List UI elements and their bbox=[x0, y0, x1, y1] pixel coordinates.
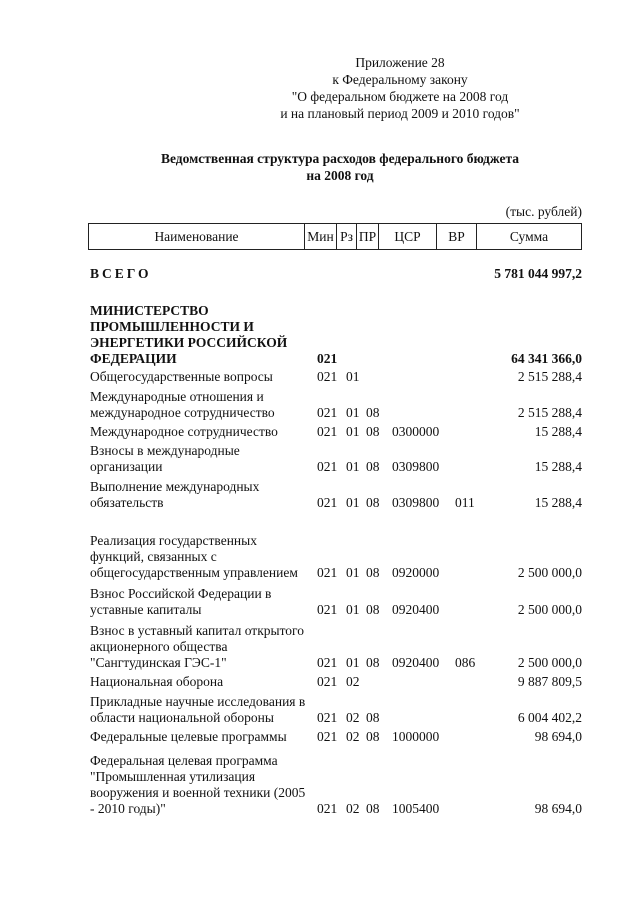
row-rz: 01 bbox=[346, 655, 360, 670]
row-pr: 08 bbox=[366, 565, 380, 580]
total-label: ВСЕГО bbox=[90, 266, 152, 281]
table-row-total bbox=[0, 266, 640, 282]
row-min: 021 bbox=[317, 495, 338, 510]
row-min: 021 bbox=[317, 405, 338, 420]
table-row bbox=[0, 479, 640, 511]
row-vr: 011 bbox=[455, 495, 475, 510]
row-sum: 64 341 366,0 bbox=[511, 351, 582, 366]
title-line: на 2008 год bbox=[306, 168, 374, 183]
row-name: Международное сотрудничество bbox=[90, 424, 278, 439]
column-header-vr: ВР bbox=[437, 224, 477, 249]
title-line: Ведомственная структура расходов федерального бюджета bbox=[160, 151, 520, 166]
table-row bbox=[0, 674, 640, 690]
row-min: 021 bbox=[317, 602, 338, 617]
row-name: Выполнение международных обязательств bbox=[90, 479, 260, 510]
row-min: 021 bbox=[317, 459, 338, 474]
row-pr: 08 bbox=[366, 602, 380, 617]
column-header-min: Мин bbox=[305, 224, 337, 249]
table-row bbox=[0, 303, 640, 367]
column-header-pr: ПР bbox=[357, 224, 379, 249]
row-name: Общегосударственные вопросы bbox=[90, 369, 273, 384]
table-row bbox=[0, 389, 640, 421]
row-pr: 08 bbox=[366, 710, 380, 725]
row-min: 021 bbox=[317, 710, 338, 725]
row-name: Взносы в международные организации bbox=[90, 443, 240, 474]
row-rz: 02 bbox=[346, 710, 360, 725]
row-pr: 08 bbox=[366, 405, 380, 420]
row-pr: 08 bbox=[366, 729, 380, 744]
row-min: 021 bbox=[317, 351, 338, 366]
row-sum: 2 500 000,0 bbox=[517, 565, 582, 580]
table-row bbox=[0, 533, 640, 581]
column-header-csr: ЦСР bbox=[379, 224, 437, 249]
appendix-line: Приложение 28 bbox=[355, 55, 445, 70]
column-header-sum: Сумма bbox=[509, 228, 549, 244]
row-csr: 0300000 bbox=[392, 424, 440, 439]
row-min: 021 bbox=[317, 424, 338, 439]
row-csr: 1005400 bbox=[392, 801, 440, 816]
row-name: Международные отношения и международное сотрудничество bbox=[90, 389, 275, 420]
row-csr: 0920400 bbox=[392, 655, 440, 670]
row-sum: 2 515 288,4 bbox=[517, 405, 582, 420]
column-header-name: Наименование bbox=[89, 224, 305, 249]
row-rz: 02 bbox=[346, 801, 360, 816]
table-row bbox=[0, 424, 640, 440]
column-header-rz: Рз bbox=[337, 224, 357, 249]
row-name: Национальная оборона bbox=[90, 674, 224, 689]
row-rz: 01 bbox=[346, 565, 360, 580]
row-sum: 98 694,0 bbox=[534, 801, 582, 816]
row-name: Прикладные научные исследования в области национальной обороны bbox=[90, 694, 306, 725]
row-sum: 9 887 809,5 bbox=[517, 674, 582, 689]
table-row bbox=[0, 369, 640, 385]
row-rz: 01 bbox=[346, 602, 360, 617]
row-min: 021 bbox=[317, 674, 338, 689]
row-rz: 01 bbox=[346, 424, 360, 439]
row-rz: 02 bbox=[346, 729, 360, 744]
row-pr: 08 bbox=[366, 495, 380, 510]
row-csr: 1000000 bbox=[392, 729, 440, 744]
row-min: 021 bbox=[317, 729, 338, 744]
row-csr: 0920400 bbox=[392, 602, 440, 617]
table-row bbox=[0, 623, 640, 671]
units-note: (тыс. рублей) bbox=[505, 204, 582, 219]
row-sum: 15 288,4 bbox=[534, 459, 582, 474]
row-name: Взнос Российской Федерации в уставные капиталы bbox=[90, 586, 272, 617]
row-sum: 6 004 402,2 bbox=[517, 710, 582, 725]
appendix-line: к Федеральному закону bbox=[332, 72, 468, 87]
row-pr: 08 bbox=[366, 424, 380, 439]
row-name: Федеральная целевая программа "Промышленная утилизация вооружения и военной техники (2005 - 2010 годы)" bbox=[90, 753, 306, 816]
table-row bbox=[0, 729, 640, 745]
row-min: 021 bbox=[317, 801, 338, 816]
row-rz: 01 bbox=[346, 405, 360, 420]
table-row bbox=[0, 443, 640, 475]
row-pr: 08 bbox=[366, 459, 380, 474]
row-sum: 15 288,4 bbox=[534, 495, 582, 510]
row-sum: 98 694,0 bbox=[534, 729, 582, 744]
total-sum: 5 781 044 997,2 bbox=[494, 266, 582, 281]
row-min: 021 bbox=[317, 369, 338, 384]
row-rz: 02 bbox=[346, 674, 360, 689]
row-csr: 0920000 bbox=[392, 565, 440, 580]
row-pr: 08 bbox=[366, 801, 380, 816]
row-sum: 2 500 000,0 bbox=[517, 602, 582, 617]
row-rz: 01 bbox=[346, 369, 360, 384]
row-rz: 01 bbox=[346, 495, 360, 510]
row-rz: 01 bbox=[346, 459, 360, 474]
row-name: Реализация государственных функций, связанных с общегосударственным управлением bbox=[90, 533, 298, 580]
row-csr: 0309800 bbox=[392, 459, 440, 474]
row-vr: 086 bbox=[455, 655, 476, 670]
row-name: Взнос в уставный капитал открытого акционерного общества "Сангтудинская ГЭС-1" bbox=[90, 623, 305, 670]
row-min: 021 bbox=[317, 565, 338, 580]
row-sum: 2 515 288,4 bbox=[517, 369, 582, 384]
row-csr: 0309800 bbox=[392, 495, 440, 510]
appendix-line: и на плановый период 2009 и 2010 годов" bbox=[280, 106, 520, 121]
table-row bbox=[0, 694, 640, 726]
appendix-line: "О федеральном бюджете на 2008 год bbox=[291, 89, 509, 104]
table-row bbox=[0, 586, 640, 618]
row-name: Федеральные целевые программы bbox=[90, 729, 287, 744]
row-sum: 15 288,4 bbox=[534, 424, 582, 439]
row-name: МИНИСТЕРСТВО ПРОМЫШЛЕННОСТИ И ЭНЕРГЕТИКИ РОССИЙСКОЙ ФЕДЕРАЦИИ bbox=[90, 303, 288, 366]
row-pr: 08 bbox=[366, 655, 380, 670]
row-min: 021 bbox=[317, 655, 338, 670]
table-row bbox=[0, 753, 640, 817]
row-sum: 2 500 000,0 bbox=[517, 655, 582, 670]
